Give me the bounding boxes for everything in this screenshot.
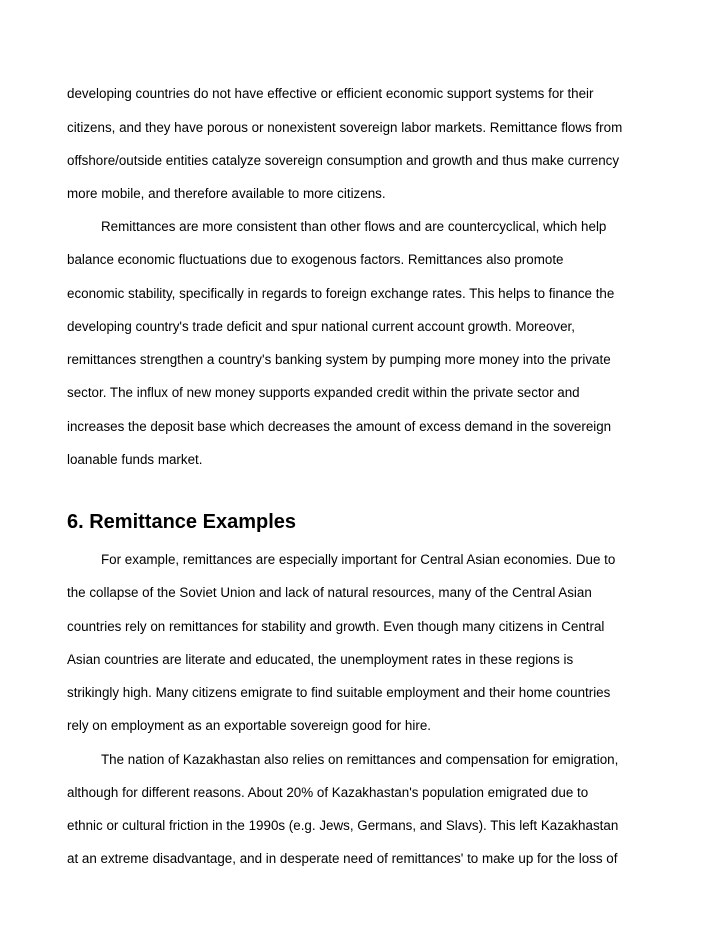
text-line: ethnic or cultural friction in the 1990s (e.g. Jews, Germans, and Slavs). This left Kazakhastan	[67, 818, 619, 833]
text-line: strikingly high. Many citizens emigrate to find suitable employment and their home countries	[67, 685, 611, 700]
text-line: citizens, and they have porous or nonexistent sovereign labor markets. Remittance flows from	[67, 120, 623, 135]
text-line: economic stability, specifically in regards to foreign exchange rates. This helps to finance the	[67, 286, 615, 301]
text-line: rely on employment as an exportable sovereign good for hire.	[67, 718, 431, 733]
text-line: countries rely on remittances for stability and growth. Even though many citizens in Central	[67, 619, 605, 634]
text-line: increases the deposit base which decreases the amount of excess demand in the sovereign	[67, 419, 612, 434]
text-line: The nation of Kazakhastan also relies on remittances and compensation for emigration,	[101, 752, 619, 767]
text-line: loanable funds market.	[67, 452, 203, 467]
text-line: remittances strengthen a country's banking system by pumping more money into the private	[67, 352, 611, 367]
text-line: developing country's trade deficit and spur national current account growth. Moreover,	[67, 319, 575, 334]
text-line: Asian countries are literate and educated, the unemployment rates in these regions is	[67, 652, 574, 667]
text-line: For example, remittances are especially important for Central Asian economies. Due to	[101, 552, 616, 567]
text-line: the collapse of the Soviet Union and lack of natural resources, many of the Central Asian	[67, 585, 592, 600]
text-line: at an extreme disadvantage, and in desperate need of remittances' to make up for the loss of	[67, 851, 618, 866]
text-line: Remittances are more consistent than other flows and are countercyclical, which help	[101, 219, 607, 234]
text-line: more mobile, and therefore available to more citizens.	[67, 186, 386, 201]
text-line: balance economic fluctuations due to exogenous factors. Remittances also promote	[67, 252, 564, 267]
text-line: developing countries do not have effective or efficient economic support systems for their	[67, 86, 594, 101]
section-heading: 6. Remittance Examples	[67, 511, 296, 533]
text-line: although for different reasons. About 20% of Kazakhastan's population emigrated due to	[67, 785, 589, 800]
text-line: sector. The influx of new money supports expanded credit within the private sector and	[67, 385, 580, 400]
text-line: offshore/outside entities catalyze sovereign consumption and growth and thus make currency	[67, 153, 620, 168]
